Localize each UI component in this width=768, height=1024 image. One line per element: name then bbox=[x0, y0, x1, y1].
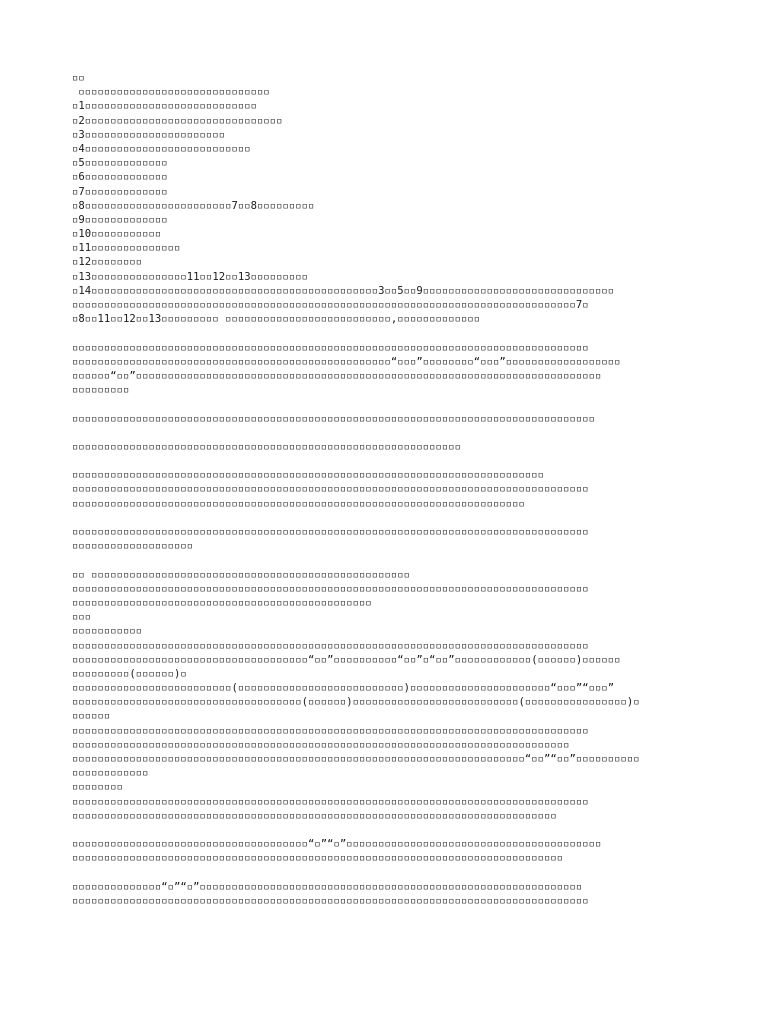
text-line: ▫▫▫▫▫▫▫▫▫(▫▫▫▫▫▫)▫ bbox=[72, 667, 187, 680]
text-line: ▫▫▫▫▫▫▫▫▫▫▫▫▫▫▫▫▫▫▫▫▫▫▫▫▫▫▫▫▫▫▫▫▫▫▫▫▫▫▫▫▫▫▫▫▫▫▫▫▫▫▫▫▫▫▫▫▫▫▫▫▫▫▫▫▫▫▫▫▫▫▫▫▫▫▫▫▫▫▫▫▫ bbox=[72, 526, 589, 538]
text-line: ▫▫▫▫▫▫▫▫▫▫▫▫▫▫▫▫▫▫▫▫▫▫▫▫▫▫▫▫▫▫▫▫▫▫▫▫▫“▫”“▫”▫▫▫▫▫▫▫▫▫▫▫▫▫▫▫▫▫▫▫▫▫▫▫▫▫▫▫▫▫▫▫▫▫▫▫▫▫▫▫▫ bbox=[72, 838, 602, 851]
text-line: ▫▫▫▫▫▫▫▫▫▫▫▫▫▫▫▫▫▫▫▫▫▫▫▫▫(▫▫▫▫▫▫▫▫▫▫▫▫▫▫▫▫▫▫▫▫▫▫▫▫▫▫)▫▫▫▫▫▫▫▫▫▫▫▫▫▫▫▫▫▫▫▫▫▫“▫▫▫”“▫▫▫” bbox=[72, 682, 615, 695]
text-line: ▫▫▫▫▫▫▫▫▫▫▫▫▫▫▫▫▫▫▫▫▫▫▫▫▫▫▫▫▫▫▫▫▫▫▫▫▫▫▫▫▫▫▫▫▫▫▫▫▫▫▫▫▫▫▫▫▫▫▫▫▫▫▫▫▫▫▫▫▫▫▫ bbox=[72, 497, 525, 510]
text-line: ▫7▫▫▫▫▫▫▫▫▫▫▫▫▫ bbox=[72, 185, 168, 198]
text-line: ▫14▫▫▫▫▫▫▫▫▫▫▫▫▫▫▫▫▫▫▫▫▫▫▫▫▫▫▫▫▫▫▫▫▫▫▫▫▫▫▫▫▫▫▫▫▫3▫▫5▫▫9▫▫▫▫▫▫▫▫▫▫▫▫▫▫▫▫▫▫▫▫▫▫▫▫▫▫▫▫▫▫ bbox=[72, 284, 615, 297]
text-line: ▫3▫▫▫▫▫▫▫▫▫▫▫▫▫▫▫▫▫▫▫▫▫▫ bbox=[72, 128, 226, 141]
text-line: ▫8▫▫11▫▫12▫▫13▫▫▫▫▫▫▫▫▫ ▫▫▫▫▫▫▫▫▫▫▫▫▫▫▫▫▫▫▫▫▫▫▫▫▫▫,▫▫▫▫▫▫▫▫▫▫▫▫▫ bbox=[72, 313, 481, 326]
text-line: ▫▫▫▫▫▫▫▫▫▫▫▫▫▫▫▫▫▫▫▫▫▫▫▫▫▫▫▫▫▫▫▫▫▫▫▫▫▫▫▫▫▫▫▫▫▫▫▫▫▫▫▫▫▫▫▫▫▫▫▫▫▫▫▫▫▫▫▫▫▫▫▫▫▫▫▫▫▫ bbox=[72, 738, 570, 751]
text-line: ▫4▫▫▫▫▫▫▫▫▫▫▫▫▫▫▫▫▫▫▫▫▫▫▫▫▫▫ bbox=[72, 142, 251, 155]
text-line: ▫▫▫▫▫▫▫▫▫▫▫▫▫▫▫▫▫▫▫▫▫▫▫▫▫▫▫▫▫▫▫▫▫▫▫▫▫▫▫▫▫▫▫▫▫▫▫▫▫▫▫▫▫▫▫▫▫▫▫▫▫▫▫▫▫▫▫▫▫▫▫▫▫▫ bbox=[72, 469, 544, 482]
text-line: ▫13▫▫▫▫▫▫▫▫▫▫▫▫▫▫▫11▫▫12▫▫13▫▫▫▫▫▫▫▫▫ bbox=[72, 270, 308, 283]
text-line: ▫▫▫▫▫▫▫▫▫▫▫▫▫▫▫▫▫▫▫▫▫▫▫▫▫▫▫▫▫▫▫▫▫▫▫▫▫▫▫▫▫▫▫▫▫▫▫▫▫▫▫▫▫▫▫▫▫▫▫▫▫▫▫▫▫▫▫▫▫▫▫▫▫▫▫▫▫▫▫▫▫▫ bbox=[72, 412, 595, 425]
paragraph-gap bbox=[72, 426, 708, 440]
text-line: ▫▫ ▫▫▫▫▫▫▫▫▫▫▫▫▫▫▫▫▫▫▫▫▫▫▫▫▫▫▫▫▫▫▫▫▫▫▫▫▫▫▫▫▫▫▫▫▫▫▫▫▫▫ bbox=[72, 568, 411, 581]
text-line: ▫1▫▫▫▫▫▫▫▫▫▫▫▫▫▫▫▫▫▫▫▫▫▫▫▫▫▫▫ bbox=[72, 100, 257, 113]
text-line: ▫8▫▫▫▫▫▫▫▫▫▫▫▫▫▫▫▫▫▫▫▫▫▫▫7▫▫8▫▫▫▫▫▫▫▫▫ bbox=[72, 199, 315, 212]
text-line: ▫▫▫▫▫▫▫▫▫▫▫▫▫▫▫▫▫▫▫▫▫▫▫▫▫▫▫▫▫▫▫▫▫▫▫▫▫▫▫▫▫▫▫▫▫▫▫▫▫▫▫▫▫▫▫▫▫▫▫▫▫▫▫▫▫▫▫▫▫▫▫▫▫▫▫▫▫▫▫7▫ bbox=[72, 299, 589, 311]
text-line: ▫▫▫▫▫▫▫▫▫▫▫▫▫▫▫▫▫▫▫▫▫▫▫▫▫▫▫▫▫▫▫▫▫▫▫▫▫▫▫▫▫▫▫▫▫▫▫▫▫▫▫▫▫▫▫▫▫▫▫▫▫▫▫▫▫▫▫▫▫▫▫▫▫▫▫▫▫▫▫▫▫ bbox=[72, 795, 589, 808]
text-line: ▫▫▫▫▫▫▫▫▫▫▫▫▫▫▫▫▫▫▫▫▫▫▫▫▫▫▫▫▫▫▫▫▫▫▫▫▫▫▫▫▫▫▫▫▫▫▫▫▫▫▫▫▫▫▫▫▫▫▫▫▫▫▫▫▫▫▫▫▫▫▫▫▫▫▫▫ bbox=[72, 809, 557, 822]
text-line: ▫▫▫▫▫▫▫▫▫▫▫▫▫▫▫▫▫▫▫▫▫▫▫▫▫▫▫▫▫▫▫▫▫▫▫▫▫▫▫▫▫▫▫▫▫▫▫▫▫▫▫▫▫▫▫▫▫▫▫▫▫▫▫▫▫▫▫▫▫▫▫▫▫▫▫▫▫ bbox=[72, 852, 564, 865]
text-line: ▫▫▫▫▫▫▫▫ bbox=[72, 781, 124, 794]
paragraph-gap bbox=[72, 553, 708, 567]
text-line: ▫▫▫ bbox=[72, 611, 92, 624]
paragraph-gap bbox=[72, 511, 708, 525]
text-line: ▫▫▫▫▫▫▫▫▫▫▫▫▫▫▫▫▫▫▫▫▫▫▫▫▫▫▫▫▫▫▫▫▫▫▫▫▫▫▫▫▫▫▫▫▫▫▫ bbox=[72, 596, 372, 609]
text-line: ▫▫▫▫▫▫▫▫▫▫▫▫▫▫▫▫▫▫▫▫▫▫▫▫▫▫▫▫▫▫▫▫▫▫▫▫▫▫▫▫▫▫▫▫▫▫▫▫▫▫▫▫▫▫▫▫▫▫▫▫▫▫▫▫▫▫▫▫▫▫▫▫▫▫▫▫▫▫▫▫▫ bbox=[72, 341, 589, 354]
text-line: ▫10▫▫▫▫▫▫▫▫▫▫▫ bbox=[72, 228, 162, 241]
text-line: ▫▫▫▫▫▫▫▫▫ bbox=[72, 384, 130, 397]
text-line: ▫▫ bbox=[72, 72, 85, 84]
text-line: ▫▫▫▫▫▫▫▫▫▫▫▫▫▫▫▫▫▫▫ bbox=[72, 540, 194, 553]
text-line: ▫▫▫▫▫▫ bbox=[72, 710, 111, 723]
text-line: ▫▫▫▫▫▫▫▫▫▫▫▫▫▫▫▫▫▫▫▫▫▫▫▫▫▫▫▫▫▫▫▫▫▫▫▫▫▫▫▫▫▫▫▫▫▫▫▫▫▫▫▫▫▫▫▫▫▫▫▫▫▫▫▫▫▫▫▫▫▫▫▫▫▫▫▫▫▫▫▫▫ bbox=[72, 639, 589, 652]
text-line: ▫▫▫▫▫▫▫▫▫▫▫▫ bbox=[72, 767, 149, 780]
text-line: ▫▫▫▫▫▫▫▫▫▫▫▫▫▫▫▫▫▫▫▫▫▫▫▫▫▫▫▫▫▫▫▫▫▫▫▫▫▫▫▫▫▫▫▫▫▫▫▫▫▫▫▫▫▫▫▫▫▫▫▫▫▫▫▫▫▫▫▫▫▫▫▫▫▫▫▫▫▫▫▫▫ bbox=[72, 894, 589, 907]
text-line: ▫▫▫▫▫▫▫▫▫▫▫▫▫▫▫▫▫▫▫▫▫▫▫▫▫▫▫▫▫▫▫▫▫▫▫▫(▫▫▫▫▫▫)▫▫▫▫▫▫▫▫▫▫▫▫▫▫▫▫▫▫▫▫▫▫▫▫▫▫(▫▫▫▫▫▫▫▫▫▫▫▫▫▫▫▫)▫ bbox=[72, 696, 640, 709]
text-line: ▫▫▫▫▫▫“▫▫”▫▫▫▫▫▫▫▫▫▫▫▫▫▫▫▫▫▫▫▫▫▫▫▫▫▫▫▫▫▫▫▫▫▫▫▫▫▫▫▫▫▫▫▫▫▫▫▫▫▫▫▫▫▫▫▫▫▫▫▫▫▫▫▫▫▫▫▫▫▫▫▫▫ bbox=[72, 369, 602, 382]
text-line: ▫▫▫▫▫▫▫▫▫▫▫▫▫▫▫▫▫▫▫▫▫▫▫▫▫▫▫▫▫▫▫▫▫▫▫▫▫▫▫▫▫▫▫▫▫▫▫▫▫▫“▫▫▫”▫▫▫▫▫▫▫▫“▫▫▫”▫▫▫▫▫▫▫▫▫▫▫▫▫▫▫▫▫▫ bbox=[72, 355, 621, 368]
text-line: ▫▫▫▫▫▫▫▫▫▫▫ bbox=[72, 625, 143, 638]
text-line: ▫9▫▫▫▫▫▫▫▫▫▫▫▫▫ bbox=[72, 213, 168, 226]
paragraph-gap bbox=[72, 823, 708, 837]
text-line: ▫▫▫▫▫▫▫▫▫▫▫▫▫▫▫▫▫▫▫▫▫▫▫▫▫▫▫▫▫▫▫▫▫▫▫▫▫▫▫▫▫▫▫▫▫▫▫▫▫▫▫▫▫▫▫▫▫▫▫▫▫▫▫▫▫▫▫▫▫▫▫▫▫▫▫▫▫▫▫▫▫ bbox=[72, 483, 589, 496]
text-line: ▫▫▫▫▫▫▫▫▫▫▫▫▫▫▫▫▫▫▫▫▫▫▫▫▫▫▫▫▫▫▫▫▫▫▫▫▫“▫▫”▫▫▫▫▫▫▫▫▫▫“▫▫”▫“▫▫”▫▫▫▫▫▫▫▫▫▫▫▫(▫▫▫▫▫▫)▫▫▫▫▫▫ bbox=[72, 653, 621, 666]
text-line: ▫11▫▫▫▫▫▫▫▫▫▫▫▫▫▫ bbox=[72, 242, 181, 255]
paragraph-gap bbox=[72, 326, 708, 340]
paragraph-gap bbox=[72, 397, 708, 411]
text-line: ▫2▫▫▫▫▫▫▫▫▫▫▫▫▫▫▫▫▫▫▫▫▫▫▫▫▫▫▫▫▫▫▫ bbox=[72, 114, 283, 127]
text-line: ▫▫▫▫▫▫▫▫▫▫▫▫▫▫“▫”“▫”▫▫▫▫▫▫▫▫▫▫▫▫▫▫▫▫▫▫▫▫▫▫▫▫▫▫▫▫▫▫▫▫▫▫▫▫▫▫▫▫▫▫▫▫▫▫▫▫▫▫▫▫▫▫▫▫▫▫▫▫ bbox=[72, 880, 583, 893]
text-line: ▫▫▫▫▫▫▫▫▫▫▫▫▫▫▫▫▫▫▫▫▫▫▫▫▫▫▫▫▫▫▫▫▫▫▫▫▫▫▫▫▫▫▫▫▫▫▫▫▫▫▫▫▫▫▫▫▫▫▫▫▫▫▫▫▫▫▫▫▫▫▫▫▫▫▫▫▫▫▫▫▫ bbox=[72, 724, 589, 737]
text-line: ▫▫▫▫▫▫▫▫▫▫▫▫▫▫▫▫▫▫▫▫▫▫▫▫▫▫▫▫▫▫▫▫▫▫▫▫▫▫▫▫▫▫▫▫▫▫▫▫▫▫▫▫▫▫▫▫▫▫▫▫▫▫▫▫▫▫▫▫▫▫▫“▫▫”“▫▫”▫▫▫▫▫▫▫▫▫▫ bbox=[72, 753, 640, 765]
paragraph-gap bbox=[72, 454, 708, 468]
text-line: ▫▫▫▫▫▫▫▫▫▫▫▫▫▫▫▫▫▫▫▫▫▫▫▫▫▫▫▫▫▫▫▫▫▫▫▫▫▫▫▫▫▫▫▫▫▫▫▫▫▫▫▫▫▫▫▫▫▫▫▫▫ bbox=[72, 440, 462, 453]
text-line: ▫5▫▫▫▫▫▫▫▫▫▫▫▫▫ bbox=[72, 157, 168, 170]
text-line: ▫6▫▫▫▫▫▫▫▫▫▫▫▫▫ bbox=[72, 171, 168, 184]
text-line: ▫▫▫▫▫▫▫▫▫▫▫▫▫▫▫▫▫▫▫▫▫▫▫▫▫▫▫▫▫▫▫▫▫▫▫▫▫▫▫▫▫▫▫▫▫▫▫▫▫▫▫▫▫▫▫▫▫▫▫▫▫▫▫▫▫▫▫▫▫▫▫▫▫▫▫▫▫▫▫▫▫ bbox=[72, 582, 589, 595]
paragraph-gap bbox=[72, 866, 708, 880]
text-line: ▫▫▫▫▫▫▫▫▫▫▫▫▫▫▫▫▫▫▫▫▫▫▫▫▫▫▫▫▫▫ bbox=[72, 86, 270, 99]
text-line: ▫12▫▫▫▫▫▫▫▫ bbox=[72, 256, 143, 269]
